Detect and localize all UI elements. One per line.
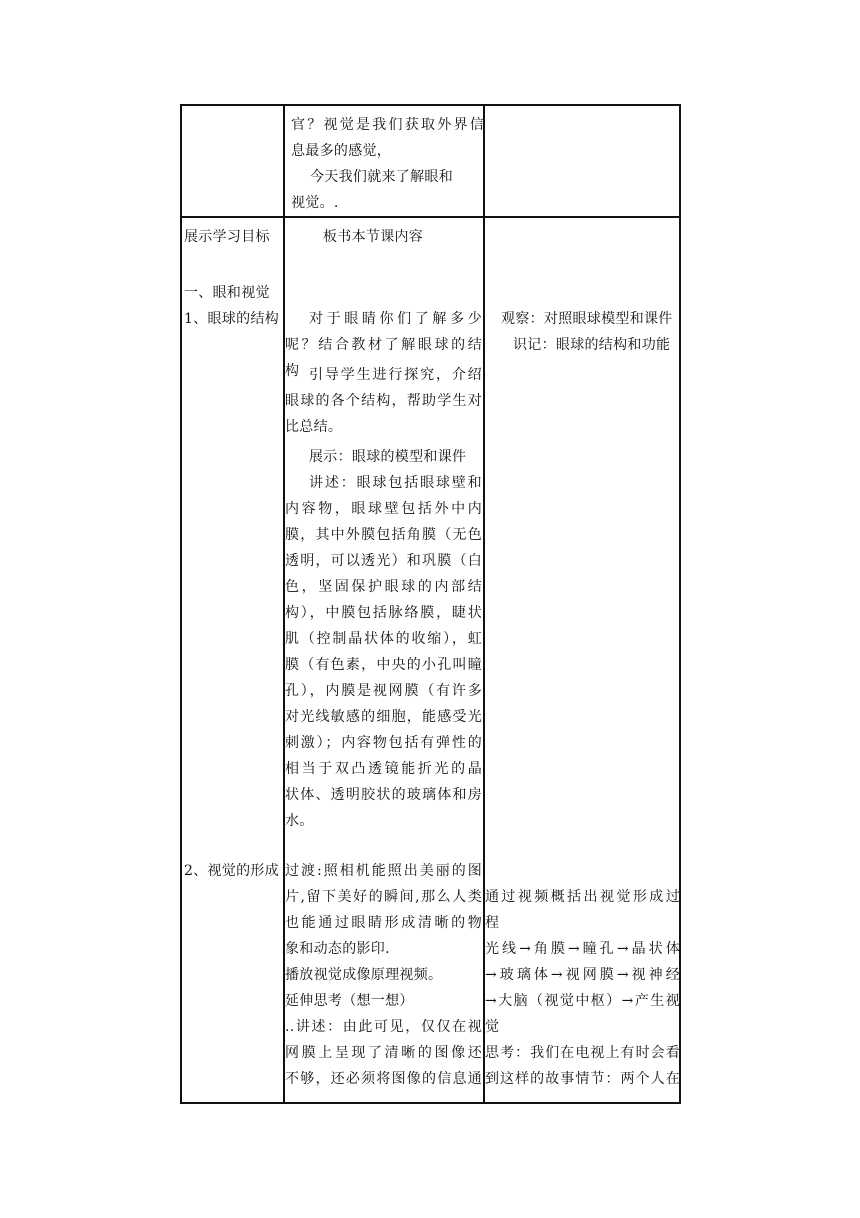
lesson-plan-table: [180, 104, 681, 1104]
content-line: 肌（控制晶状体的收缩），虹: [285, 631, 482, 647]
content-line: 引导学生进行探究，介绍: [309, 367, 482, 383]
content-line: ..讲述：由此可见，仅仅在视: [285, 1019, 482, 1035]
content-line: 象和动态的影印.: [285, 941, 390, 957]
vision-pathway-line: 觉: [485, 1019, 500, 1035]
content-line: 对于眼睛你们了解多少: [309, 311, 482, 327]
vision-pathway-line: →玻璃体→视网膜→视神经: [485, 967, 680, 983]
student-activity-line: 通过视频概括出视觉形成过: [485, 889, 680, 905]
content-line: 构），中膜包括脉络膜，睫状: [285, 605, 482, 621]
content-line: 延伸思考（想一想）: [285, 993, 414, 1009]
content-line: 色，坚固保护眼球的内部结: [285, 579, 482, 595]
content-line: 对光线敏感的细胞，能感受光: [285, 709, 482, 725]
content-line: 透明，可以透光）和巩膜（白: [285, 553, 482, 569]
row1-text-line: 视觉。.: [291, 195, 339, 211]
vision-pathway-line: →大脑（视觉中枢）→产生视: [485, 993, 680, 1009]
vision-pathway-line: 光线→角膜→瞳孔→晶状体: [485, 941, 680, 957]
content-line: 播放视觉成像原理视频。: [285, 967, 443, 983]
content-line: 呢？结合教材了解眼球的结: [285, 337, 482, 353]
content-line: 也能通过眼睛形成清晰的物: [285, 915, 482, 931]
row1-text-line: 今天我们就来了解眼和: [291, 169, 453, 185]
content-line: 构: [285, 363, 300, 379]
content-line: 网膜上呈现了清晰的图像还: [285, 1045, 482, 1061]
content-line: 过渡:照相机能照出美丽的图: [285, 863, 482, 879]
student-activity-line: 程: [485, 915, 500, 931]
content-line: 眼球的各个结构，帮助学生对: [285, 393, 482, 409]
section-heading: 一、眼和视觉: [184, 285, 270, 301]
subsection-heading: 2、视觉的形成: [184, 863, 280, 879]
content-line: 内容物，眼球壁包括外中内: [285, 501, 482, 517]
learning-target-label: 展示学习目标: [184, 229, 270, 245]
content-line: 展示：眼球的模型和课件: [309, 449, 467, 465]
row1-text-line: 息最多的感觉，: [291, 143, 392, 159]
board-heading: 板书本节课内容: [323, 229, 424, 245]
student-activity-line: 思考：我们在电视上有时会看: [485, 1045, 680, 1061]
content-line: 状体、透明胶状的玻璃体和房: [285, 787, 482, 803]
content-line: 膜（有色素，中央的小孔叫瞳: [285, 657, 482, 673]
content-line: 讲述：眼球包括眼球壁和: [309, 475, 482, 491]
student-activity-line: 到这样的故事情节：两个人在: [485, 1071, 680, 1087]
content-line: 比总结。: [285, 419, 343, 435]
content-line: 刺激）；内容物包括有弹性的: [285, 735, 482, 751]
row-divider: [182, 216, 679, 218]
row1-text-line: 官？视觉是我们获取外界信: [291, 117, 484, 133]
content-line: 孔），内膜是视网膜（有许多: [285, 683, 482, 699]
content-line: 相当于双凸透镜能折光的晶: [285, 761, 482, 777]
content-line: 膜，其中外膜包括角膜（无色: [285, 527, 482, 543]
subsection-heading: 1、眼球的结构: [184, 311, 280, 327]
student-activity-line: 识记：眼球的结构和功能: [513, 337, 671, 353]
content-line: 不够，还必须将图像的信息通: [285, 1071, 482, 1087]
content-line: 片,留下美好的瞬间,那么人类: [285, 889, 482, 905]
student-activity-line: 观察：对照眼球模型和课件: [501, 311, 673, 327]
content-line: 水。: [285, 813, 314, 829]
